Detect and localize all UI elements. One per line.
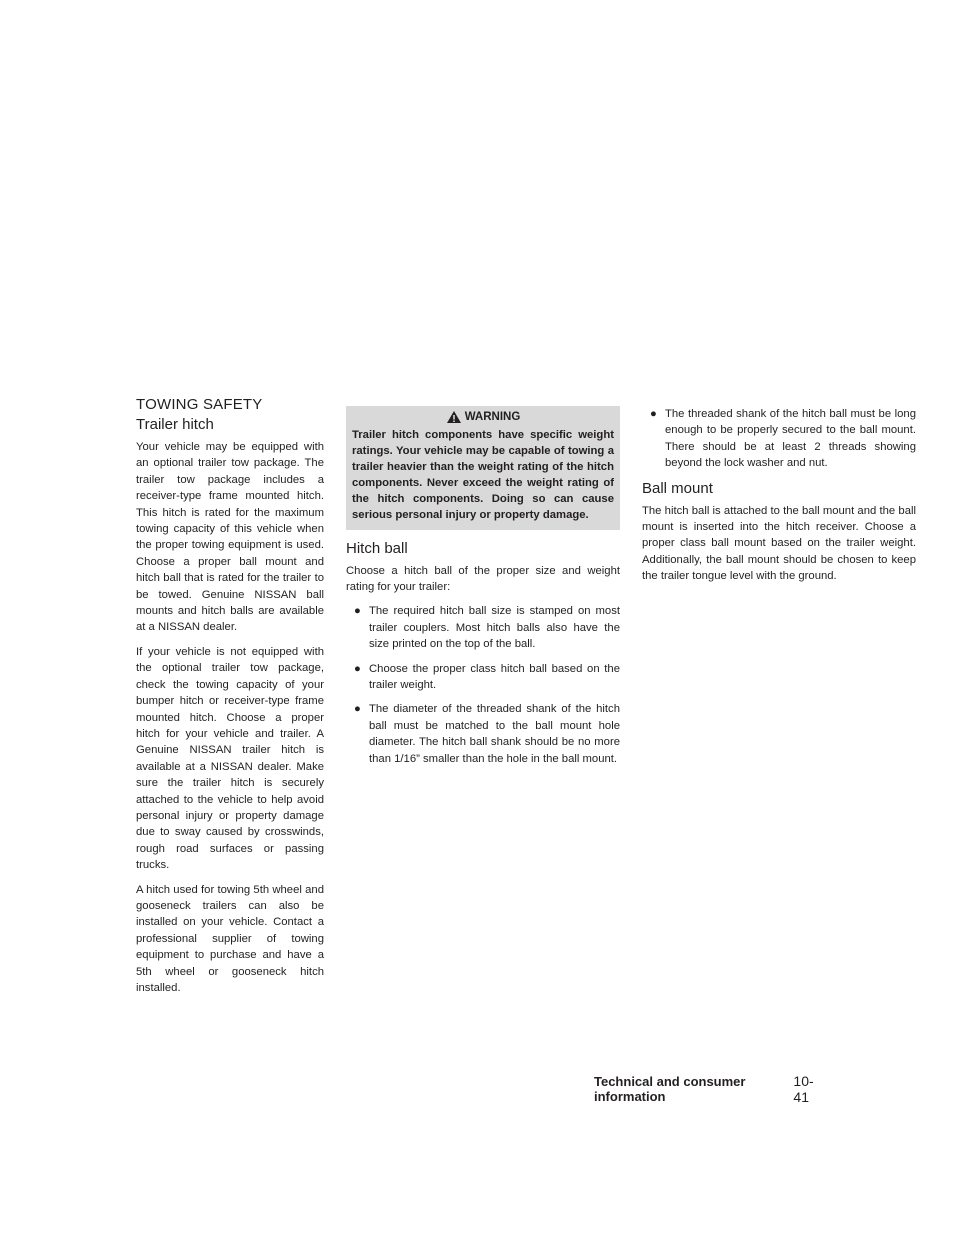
column-right [642,406,916,593]
trailer-hitch-paragraph-2: If your vehicle is not equipped with the optional trailer tow package, check the towing capacity of your bumper hitch or receiver-type frame mounted hitch. Choose a proper hitch for your vehicle and trailer. A Genuine NISSAN trailer hitch is available at a NISSAN dealer. Make sure the trailer hitch is securely attached to the vehicle to help avoid personal injury or property damage due to sway caused by crosswinds, rough road surfaces or passing trucks. [136,645,324,872]
ball-mount-heading: Ball mount [642,479,713,497]
warning-text: Trailer hitch components have specific weight ratings. Your vehicle may be capable of towing a trailer heavier than the weight rating of the hitch components. Never exceed the weight rating of the hitch components. Doing so can cause serious personal injury or property damage. [352,429,614,522]
bullet-icon: ● [354,703,361,716]
warning-triangle-icon [446,410,462,424]
hitch-ball-list [346,603,620,767]
list-item: ● The diameter of the threaded shank of the hitch ball must be matched to the ball mount hole diameter. The hitch ball shank should be no more than 1/16” smaller than the hole in the ball mount. [354,703,620,765]
bullet-icon: ● [650,408,657,420]
bullet-icon: ● [354,662,361,675]
list-item: ● Choose the proper class hitch ball based on the trailer weight. [354,662,620,691]
trailer-hitch-heading: Trailer hitch [136,416,214,433]
ball-mount-paragraph: The hitch ball is attached to the ball mount and the ball mount is inserted into the hitch receiver. Choose a proper class ball mount based on the trailer weight. Additionally, the ball mount should be chosen to keep the trailer tongue level with the ground. [642,504,916,583]
column-middle [346,406,620,775]
bullet-icon: ● [354,605,361,618]
hitch-ball-intro: Choose a hitch ball of the proper size and weight rating for your trailer: [346,564,620,593]
column-left [136,396,324,1004]
warning-label: WARNING [464,411,521,423]
trailer-hitch-paragraph-1: Your vehicle may be equipped with an optional trailer tow package. The trailer tow package includes a receiver-type frame mounted hitch. This hitch is rated for the maximum towing capacity of this vehicle when the proper towing equipment is used. Choose a proper ball mount and hitch ball that is rated for the trailer to be towed. Genuine NISSAN ball mounts and hitch balls are available at a NISSAN dealer. [136,441,324,634]
trailer-hitch-paragraph-3: A hitch used for towing 5th wheel and gooseneck trailers can also be installed on your vehicle. Contact a professional supplier of towing equipment to purchase and have a 5th wheel or gooseneck hitch installed. [136,883,324,994]
hitch-ball-list-continued [642,406,916,472]
warning-header [352,410,614,424]
page-footer [594,1073,824,1105]
hitch-ball-heading: Hitch ball [346,539,408,557]
page-number: 10-41 [793,1073,814,1105]
warning-box [346,406,620,530]
list-item: ● The required hitch ball size is stamped on most trailer couplers. Most hitch balls also have the size printed on the top of the ball. [354,605,620,651]
section-title: TOWING SAFETY [136,396,263,413]
chapter-title: Technical and consumer information [594,1074,746,1104]
list-item: ● The threaded shank of the hitch ball must be long enough to be properly secured to the ball mount. There should be at least 2 threads showing beyond the lock washer and nut. [650,408,916,470]
